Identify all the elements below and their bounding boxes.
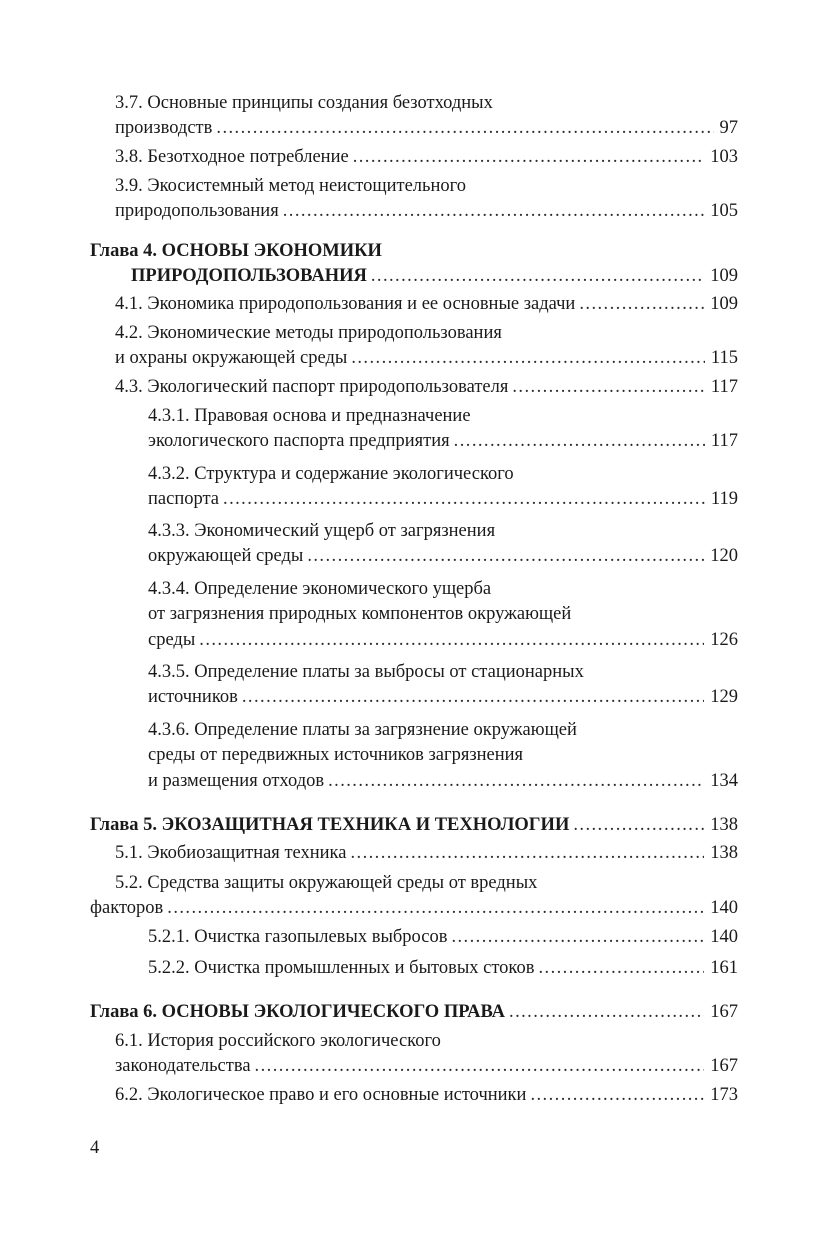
- toc-3-7-page: 97: [719, 118, 738, 138]
- leader-dots: [328, 770, 704, 792]
- page-number: 4: [90, 1138, 100, 1158]
- toc-entry-5-2-2: [148, 957, 738, 979]
- toc-entry-4-3-6: [148, 770, 738, 792]
- chapter-4-line1: Глава 4. ОСНОВЫ ЭКОНОМИКИ: [90, 241, 382, 261]
- toc-4-3-4-page: 126: [710, 630, 738, 650]
- toc-4-3-2-page: 119: [710, 489, 738, 509]
- toc-4-1-title: 4.1. Экономика природопользования и ее основные задачи: [115, 294, 576, 314]
- leader-dots: [579, 293, 704, 315]
- chapter-5-page: 138: [710, 815, 738, 835]
- toc-5-1-title: 5.1. Экобиозащитная техника: [115, 843, 347, 863]
- chapter-4-page: 109: [710, 266, 738, 286]
- toc-3-9-line2: природопользования: [115, 201, 279, 221]
- leader-dots: [167, 897, 704, 919]
- toc-4-2-line1: 4.2. Экономические методы природопользования: [115, 323, 502, 343]
- toc-3-9-line1: 3.9. Экосистемный метод неистощительного: [115, 176, 466, 196]
- toc-5-2-line2: факторов: [90, 898, 164, 918]
- leader-dots: [351, 347, 705, 369]
- toc-4-3-5-line2: источников: [148, 687, 238, 707]
- toc-entry-4-3-4: [148, 629, 738, 651]
- toc-entry-4-3-1: [148, 430, 738, 452]
- toc-4-1-page: 109: [710, 294, 738, 314]
- toc-4-3-4-line2: от загрязнения природных компонентов окружающей: [148, 604, 572, 624]
- toc-4-3-4-line1: 4.3.4. Определение экономического ущерба: [148, 579, 492, 599]
- toc-4-3-3-line1: 4.3.3. Экономический ущерб от загрязнения: [148, 521, 496, 541]
- toc-3-8-page: 103: [710, 147, 738, 167]
- toc-4-3-2-line2: паспорта: [148, 489, 220, 509]
- toc-entry-5-2: [90, 897, 738, 919]
- leader-dots: [451, 926, 704, 948]
- toc-6-2-page: 173: [710, 1085, 738, 1105]
- toc-5-2-page: 140: [710, 898, 738, 918]
- chapter-5-title: Глава 5. ЭКОЗАЩИТНАЯ ТЕХНИКА И ТЕХНОЛОГИИ: [90, 815, 570, 835]
- leader-dots: [216, 117, 713, 139]
- leader-dots: [371, 265, 704, 287]
- toc-4-2-page: 115: [710, 348, 738, 368]
- toc-entry-4-1: [115, 293, 738, 315]
- toc-4-3-6-line3: и размещения отходов: [148, 771, 325, 791]
- toc-5-2-line1: 5.2. Средства защиты окружающей среды от вредных: [115, 873, 538, 893]
- leader-dots: [512, 376, 705, 398]
- leader-dots: [223, 488, 705, 510]
- toc-6-1-line2: законодательства: [115, 1056, 251, 1076]
- toc-5-2-1-title: 5.2.1. Очистка газопылевых выбросов: [148, 927, 448, 947]
- toc-entry-3-7: [115, 117, 738, 139]
- toc-3-7-line1: 3.7. Основные принципы создания безотходных: [115, 93, 493, 113]
- toc-4-2-line2: и охраны окружающей среды: [115, 348, 348, 368]
- toc-4-3-page: 117: [710, 377, 738, 397]
- toc-entry-5-2-1: [148, 926, 738, 948]
- leader-dots: [350, 842, 704, 864]
- toc-entry-3-9: [115, 200, 738, 222]
- toc-entry-5-1: [115, 842, 738, 864]
- toc-entry-4-3: [115, 376, 738, 398]
- toc-3-9-page: 105: [710, 201, 738, 221]
- toc-4-3-1-page: 117: [710, 431, 738, 451]
- leader-dots: [283, 200, 705, 222]
- chapter-6-title: Глава 6. ОСНОВЫ ЭКОЛОГИЧЕСКОГО ПРАВА: [90, 1002, 506, 1022]
- toc-4-3-1-line2: экологического паспорта предприятия: [148, 431, 450, 451]
- toc-4-3-1-line1: 4.3.1. Правовая основа и предназначение: [148, 406, 471, 426]
- toc-5-1-page: 138: [710, 843, 738, 863]
- toc-4-3-3-line2: окружающей среды: [148, 546, 304, 566]
- leader-dots: [199, 629, 704, 651]
- leader-dots: [242, 686, 704, 708]
- toc-5-2-1-page: 140: [710, 927, 738, 947]
- toc-6-1-page: 167: [710, 1056, 738, 1076]
- toc-4-3-6-line2: среды от передвижных источников загрязнения: [148, 745, 524, 765]
- chapter-6-page: 167: [710, 1002, 738, 1022]
- toc-entry-chapter-4: [131, 265, 738, 287]
- toc-4-3-4-line3: среды: [148, 630, 196, 650]
- toc-entry-chapter-6: [90, 1001, 738, 1023]
- toc-4-3-2-line1: 4.3.2. Структура и содержание экологического: [148, 464, 514, 484]
- toc-5-2-2-page: 161: [710, 958, 738, 978]
- toc-4-3-5-line1: 4.3.5. Определение платы за выбросы от стационарных: [148, 662, 584, 682]
- toc-entry-4-3-5: [148, 686, 738, 708]
- toc-entry-3-8: [115, 146, 738, 168]
- toc-3-7-line2: производств: [115, 118, 213, 138]
- leader-dots: [307, 545, 704, 567]
- toc-6-1-line1: 6.1. История российского экологического: [115, 1031, 441, 1051]
- toc-entry-6-2: [115, 1084, 738, 1106]
- toc-entry-4-3-3: [148, 545, 738, 567]
- leader-dots: [509, 1001, 704, 1023]
- toc-entry-chapter-5: [90, 814, 738, 836]
- leader-dots: [353, 146, 705, 168]
- toc-4-3-6-page: 134: [710, 771, 738, 791]
- leader-dots: [255, 1055, 705, 1077]
- toc-entry-4-2: [115, 347, 738, 369]
- toc-4-3-3-page: 120: [710, 546, 738, 566]
- toc-3-8-title: 3.8. Безотходное потребление: [115, 147, 349, 167]
- toc-5-2-2-title: 5.2.2. Очистка промышленных и бытовых стоков: [148, 958, 535, 978]
- chapter-4-line2: ПРИРОДОПОЛЬЗОВАНИЯ: [131, 266, 367, 286]
- leader-dots: [530, 1084, 704, 1106]
- toc-4-3-5-page: 129: [710, 687, 738, 707]
- leader-dots: [538, 957, 704, 979]
- leader-dots: [573, 814, 704, 836]
- toc-entry-4-3-2: [148, 488, 738, 510]
- leader-dots: [454, 430, 705, 452]
- toc-4-3-6-line1: 4.3.6. Определение платы за загрязнение окружающей: [148, 720, 577, 740]
- toc-6-2-title: 6.2. Экологическое право и его основные источники: [115, 1085, 527, 1105]
- toc-4-3-title: 4.3. Экологический паспорт природопользователя: [115, 377, 509, 397]
- toc-entry-6-1: [115, 1055, 738, 1077]
